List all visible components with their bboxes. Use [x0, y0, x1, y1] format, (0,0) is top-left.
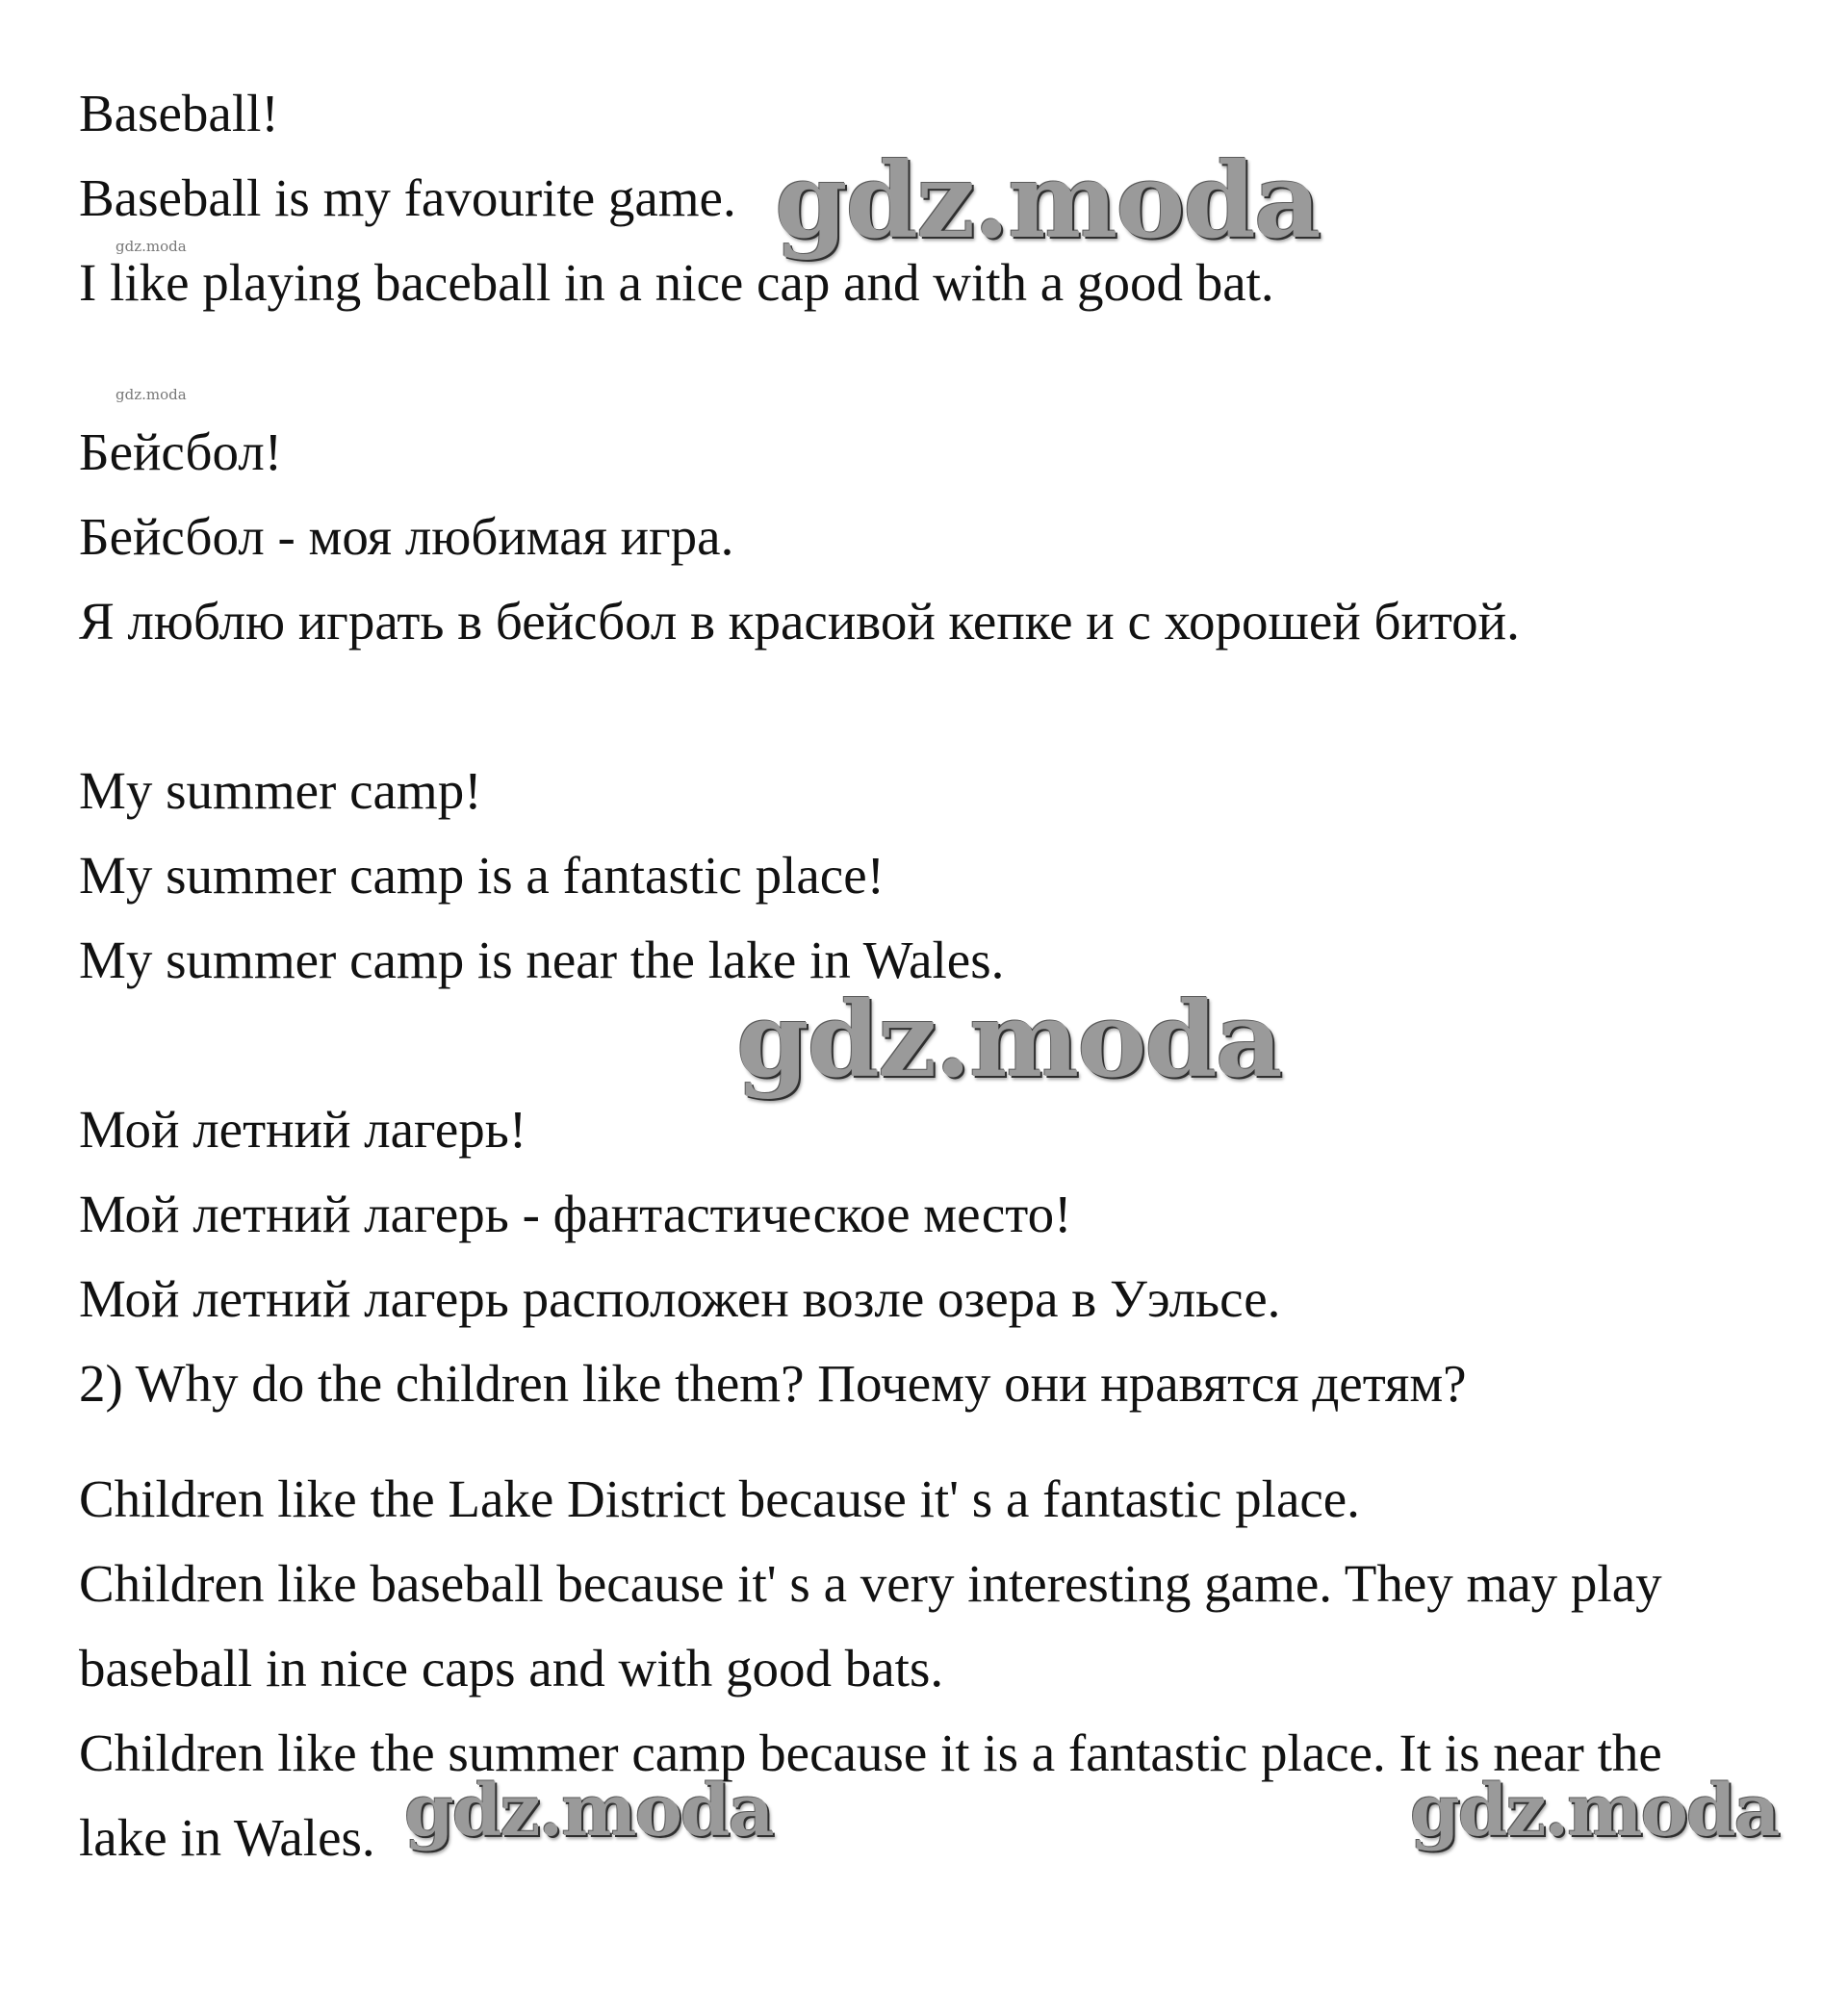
baseball-en-title: Baseball! — [79, 84, 279, 142]
answer-3-line-2: lake in Wales. — [79, 1808, 375, 1867]
watermark-large-2: gdz.moda — [736, 980, 1281, 1101]
watermark-large-1: gdz.moda — [775, 140, 1320, 262]
camp-ru-line-2: Мой летний лагерь расположен возле озера в Уэльсе. — [79, 1269, 1281, 1328]
watermark-medium-1: gdz.moda — [404, 1770, 773, 1852]
watermark-small-2: gdz.moda — [116, 386, 187, 403]
camp-en-line-1: My summer camp is a fantastic place! — [79, 846, 885, 905]
baseball-ru-line-1: Бейсбол - моя любимая игра. — [79, 507, 734, 566]
camp-ru-line-1: Мой летний лагерь - фантастическое место! — [79, 1185, 1072, 1243]
answer-3-line-1: Children like the summer camp because it is a fantastic place. It is near the — [79, 1723, 1662, 1782]
camp-en-title: My summer camp! — [79, 761, 482, 820]
answer-1: Children like the Lake District because it' s a fantastic place. — [79, 1469, 1360, 1528]
watermark-medium-2: gdz.moda — [1410, 1770, 1779, 1852]
answer-2-line-1: Children like baseball because it' s a very interesting game. They may play — [79, 1554, 1662, 1613]
answer-2-line-2: baseball in nice caps and with good bats. — [79, 1639, 944, 1697]
question-heading: 2) Why do the children like them? Почему они нравятся детям? — [79, 1354, 1467, 1413]
baseball-ru-title: Бейсбол! — [79, 422, 283, 481]
camp-en-line-2: My summer camp is near the lake in Wales. — [79, 931, 1005, 989]
baseball-en-line-2: I like playing baceball in a nice cap and with a good bat. — [79, 253, 1274, 312]
baseball-en-line-1: Baseball is my favourite game. — [79, 168, 736, 227]
camp-ru-title: Мой летний лагерь! — [79, 1100, 527, 1159]
baseball-ru-line-2: Я люблю играть в бейсбол в красивой кепке и с хорошей битой. — [79, 592, 1520, 651]
watermark-small-1: gdz.moda — [116, 238, 187, 255]
